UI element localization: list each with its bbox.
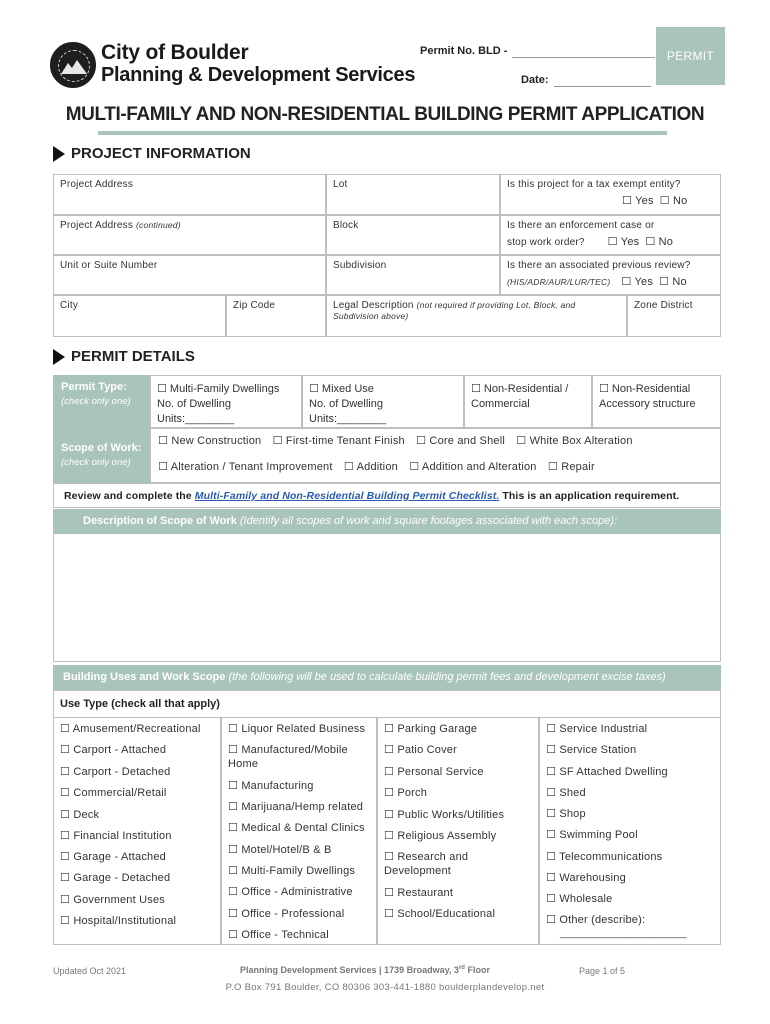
use-personal-service-checkbox[interactable]: ☐ Personal Service	[384, 766, 484, 778]
building-uses-note: (the following will be used to calculate building permit fees and development excise taxes)	[225, 671, 666, 683]
zip-label: Zip Code	[233, 300, 276, 311]
use-shed-checkbox[interactable]: ☐ Shed	[546, 787, 586, 799]
block-label: Block	[333, 220, 359, 231]
unit-suite-field[interactable]	[53, 255, 326, 295]
use-financial-institution-checkbox[interactable]: ☐ Financial Institution	[60, 830, 172, 842]
enforcement-question-cont: stop work order?	[507, 237, 585, 248]
checklist-notice-post: This is an application requirement.	[499, 490, 680, 502]
scope-of-work-sub: (check only one)	[61, 457, 131, 468]
permit-details-heading-text: PERMIT DETAILS	[71, 348, 195, 365]
zone-district-label: Zone District	[634, 300, 693, 311]
alteration-tenant-improvement-checkbox[interactable]: ☐ Alteration / Tenant Improvement	[158, 461, 333, 473]
use-type-heading: Use Type (check all that apply)	[53, 690, 721, 718]
permit-badge: PERMIT	[656, 27, 725, 85]
non-residential-label: Commercial	[471, 398, 530, 410]
city-field[interactable]	[53, 295, 226, 337]
project-info-heading	[53, 145, 251, 162]
use-type-column-4	[539, 718, 721, 945]
footer-page-number: Page 1 of 5	[579, 966, 626, 976]
scope-row-2	[158, 460, 603, 473]
mountain-icon	[61, 58, 87, 74]
use-amusement-checkbox[interactable]: ☐ Amusement/Recreational	[60, 723, 201, 735]
previous-review-codes: (HIS/ADR/AUR/LUR/TEC)	[507, 277, 611, 287]
use-patio-cover-checkbox[interactable]: ☐ Patio Cover	[384, 744, 457, 756]
footer-address: P.O Box 791 Boulder, CO 80306 303-441-1880 boulderplandevelop.net	[225, 982, 545, 993]
new-construction-checkbox[interactable]: ☐ New Construction	[158, 435, 262, 447]
use-marijuana-hemp-checkbox[interactable]: ☐ Marijuana/Hemp related	[228, 801, 364, 813]
block-field[interactable]	[326, 215, 500, 255]
scope-description-textarea[interactable]	[53, 534, 721, 662]
use-parking-garage-checkbox[interactable]: ☐ Parking Garage	[384, 723, 478, 735]
permit-no-label: Permit No. BLD -	[420, 45, 508, 57]
project-address-continued-field[interactable]	[53, 215, 326, 255]
use-motel-hotel-checkbox[interactable]: ☐ Motel/Hotel/B & B	[228, 844, 332, 856]
use-commercial-retail-checkbox[interactable]: ☐ Commercial/Retail	[60, 787, 167, 799]
subdivision-field[interactable]	[326, 255, 500, 295]
use-service-station-checkbox[interactable]: ☐ Service Station	[546, 744, 637, 756]
use-multi-family-checkbox[interactable]: ☐ Multi-Family Dwellings	[228, 865, 356, 877]
scope-description-note: (Identify all scopes of work and square footages associated with each scope):	[236, 515, 618, 527]
accessory-checkbox[interactable]: ☐ Non-Residential	[599, 383, 691, 395]
footer-updated: Updated Oct 2021	[53, 966, 127, 976]
use-garage-attached-checkbox[interactable]: ☐ Garage - Attached	[60, 851, 166, 863]
previous-review-yes-checkbox[interactable]: ☐ Yes	[621, 276, 654, 288]
date-label: Date:	[521, 74, 549, 86]
use-porch-checkbox[interactable]: ☐ Porch	[384, 787, 428, 799]
permit-no-field[interactable]	[512, 57, 655, 58]
permit-type-label	[53, 375, 150, 428]
scope-description-label: Description of Scope of Work	[83, 515, 237, 527]
use-office-professional-checkbox[interactable]: ☐ Office - Professional	[228, 908, 345, 920]
repair-checkbox[interactable]: ☐ Repair	[547, 461, 595, 473]
previous-review-cell	[500, 255, 721, 295]
use-liquor-checkbox[interactable]: ☐ Liquor Related Business	[228, 723, 366, 735]
footer-office	[240, 965, 490, 975]
tax-exempt-yes-checkbox[interactable]: ☐ Yes	[622, 195, 654, 207]
previous-review-no-checkbox[interactable]: ☐ No	[659, 276, 687, 288]
continued-note: (continued)	[136, 220, 181, 230]
use-office-administrative-checkbox[interactable]: ☐ Office - Administrative	[228, 886, 353, 898]
triangle-bullet-icon	[53, 146, 65, 162]
use-sf-attached-checkbox[interactable]: ☐ SF Attached Dwelling	[546, 766, 668, 778]
scope-row-1	[158, 434, 641, 447]
addition-checkbox[interactable]: ☐ Addition	[343, 461, 398, 473]
subdivision-label: Subdivision	[333, 260, 387, 271]
city-label: City	[60, 300, 79, 311]
previous-review-question: Is there an associated previous review?	[507, 260, 691, 271]
project-address-field[interactable]	[53, 174, 326, 215]
use-deck-checkbox[interactable]: ☐ Deck	[60, 809, 100, 821]
accessory-label: Accessory structure	[599, 398, 696, 410]
multi-family-units-field[interactable]: No. of Dwelling Units:________	[157, 398, 235, 425]
footer-office-text: Planning Development Services | 1739 Broadway, 3	[240, 965, 459, 975]
project-info-heading-text: PROJECT INFORMATION	[71, 145, 251, 162]
use-government-checkbox[interactable]: ☐ Government Uses	[60, 894, 165, 906]
non-residential-checkbox[interactable]: ☐ Non-Residential /	[471, 383, 569, 395]
enforcement-yes-checkbox[interactable]: ☐ Yes	[607, 236, 640, 248]
use-type-column-3	[377, 718, 539, 945]
use-service-industrial-checkbox[interactable]: ☐ Service Industrial	[546, 723, 648, 735]
permit-type-sub: (check only one)	[61, 396, 131, 407]
tax-exempt-cell	[500, 174, 721, 215]
legal-description-field[interactable]	[326, 295, 627, 337]
core-and-shell-checkbox[interactable]: ☐ Core and Shell	[416, 435, 505, 447]
use-type-column-2	[221, 718, 377, 945]
use-carport-attached-checkbox[interactable]: ☐ Carport - Attached	[60, 744, 167, 756]
use-other-checkbox[interactable]: ☐ Other (describe):	[546, 914, 646, 926]
permit-type-label-text: Permit Type:	[61, 381, 127, 393]
org-name: City of Boulder	[101, 41, 249, 64]
checklist-link[interactable]: Multi-Family and Non-Residential Building Permit Checklist.	[194, 490, 500, 502]
building-uses-header	[53, 665, 721, 690]
use-garage-detached-checkbox[interactable]: ☐ Garage - Detached	[60, 872, 171, 884]
permit-type-mixed-use[interactable]	[302, 375, 464, 428]
enforcement-cell	[500, 215, 721, 255]
footer-office-end: Floor	[464, 965, 490, 975]
multi-family-checkbox[interactable]: ☐ Multi-Family Dwellings	[157, 383, 280, 395]
checklist-notice	[53, 483, 721, 508]
use-research-development-checkbox[interactable]: ☐ Research and Development	[384, 851, 469, 877]
page-title: MULTI-FAMILY AND NON-RESIDENTIAL BUILDING PERMIT APPLICATION	[65, 104, 705, 125]
scope-of-work-label	[53, 428, 150, 483]
enforcement-question: Is there an enforcement case or	[507, 220, 655, 231]
lot-field[interactable]	[326, 174, 500, 215]
tax-exempt-no-checkbox[interactable]: ☐ No	[659, 195, 688, 207]
use-religious-assembly-checkbox[interactable]: ☐ Religious Assembly	[384, 830, 497, 842]
use-medical-dental-checkbox[interactable]: ☐ Medical & Dental Clinics	[228, 822, 365, 834]
permit-type-non-residential[interactable]	[464, 375, 592, 428]
scope-description-header	[53, 509, 721, 534]
lot-label: Lot	[333, 179, 348, 190]
use-school-checkbox[interactable]: ☐ School/Educational	[384, 908, 496, 920]
use-warehousing-checkbox[interactable]: ☐ Warehousing	[546, 872, 626, 884]
use-office-technical-checkbox[interactable]: ☐ Office - Technical	[228, 929, 329, 941]
use-other-field[interactable]: ______________________	[560, 928, 687, 939]
building-uses-label: Building Uses and Work Scope	[63, 671, 226, 683]
org-department: Planning & Development Services	[101, 64, 416, 86]
permit-type-multi-family[interactable]	[150, 375, 302, 428]
city-seal-logo	[50, 42, 96, 88]
use-wholesale-checkbox[interactable]: ☐ Wholesale	[546, 893, 613, 905]
use-swimming-pool-checkbox[interactable]: ☐ Swimming Pool	[546, 829, 638, 841]
use-manufactured-home-checkbox[interactable]: ☐ Manufactured/Mobile Home	[228, 744, 348, 770]
white-box-alteration-checkbox[interactable]: ☐ White Box Alteration	[516, 435, 633, 447]
use-type-column-1	[53, 718, 221, 945]
project-address-cont-label: Project Address	[60, 220, 134, 231]
title-divider	[98, 131, 667, 135]
mixed-use-units-field[interactable]: No. of Dwelling Units:________	[309, 398, 387, 425]
use-shop-checkbox[interactable]: ☐ Shop	[546, 808, 586, 820]
use-restaurant-checkbox[interactable]: ☐ Restaurant	[384, 887, 454, 899]
first-time-tenant-finish-checkbox[interactable]: ☐ First-time Tenant Finish	[272, 435, 405, 447]
use-telecommunications-checkbox[interactable]: ☐ Telecommunications	[546, 851, 663, 863]
enforcement-no-checkbox[interactable]: ☐ No	[645, 236, 674, 248]
addition-and-alteration-checkbox[interactable]: ☐ Addition and Alteration	[409, 461, 537, 473]
checklist-notice-pre: Review and complete the	[64, 490, 195, 502]
use-hospital-checkbox[interactable]: ☐ Hospital/Institutional	[60, 915, 177, 927]
use-carport-detached-checkbox[interactable]: ☐ Carport - Detached	[60, 766, 171, 778]
date-field[interactable]	[554, 86, 651, 87]
permit-details-heading	[53, 348, 195, 365]
zip-field[interactable]	[226, 295, 326, 337]
legal-description-label: Legal Description	[333, 300, 414, 311]
zone-district-field[interactable]	[627, 295, 721, 337]
triangle-bullet-icon	[53, 349, 65, 365]
mixed-use-checkbox[interactable]: ☐ Mixed Use	[309, 383, 374, 395]
unit-suite-label: Unit or Suite Number	[60, 260, 158, 271]
legal-description-note: (not required if providing Lot, Block, and Subdivision above)	[333, 300, 576, 321]
project-address-label: Project Address	[60, 179, 134, 190]
tax-exempt-question: Is this project for a tax exempt entity?	[507, 179, 681, 190]
permit-type-accessory[interactable]	[592, 375, 721, 428]
footer-office-sup: rd	[458, 965, 465, 971]
use-public-works-checkbox[interactable]: ☐ Public Works/Utilities	[384, 809, 505, 821]
scope-of-work-label-text: Scope of Work:	[61, 442, 142, 454]
use-manufacturing-checkbox[interactable]: ☐ Manufacturing	[228, 780, 314, 792]
